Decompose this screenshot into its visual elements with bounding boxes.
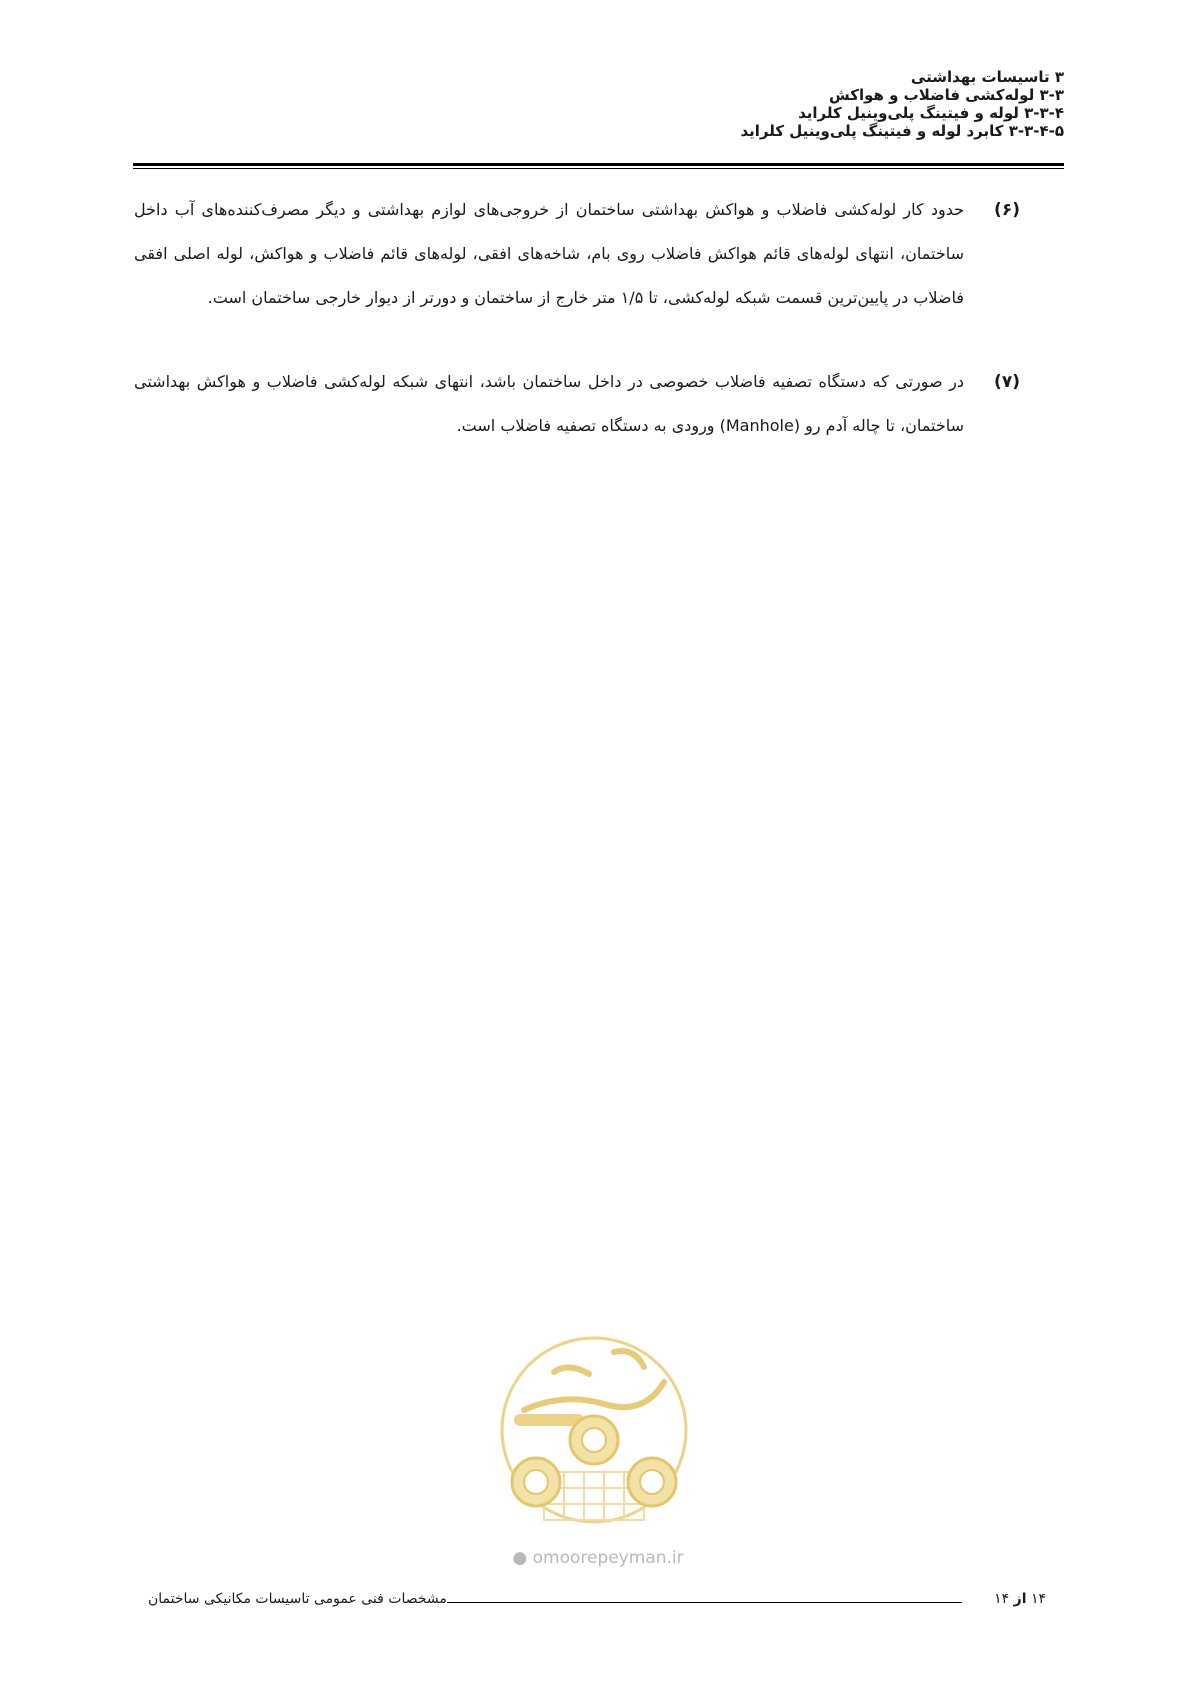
header-topic: ۳-۳-۴-۵ کابرد لوله و فیتینگ پلی‌وینیل کلراید <box>740 122 1064 140</box>
page-body <box>134 188 1020 488</box>
page-number <box>994 1588 1046 1610</box>
paragraph-text: حدود کار لوله‌کشی فاضلاب و هواکش بهداشتی ساختمان از خروجی‌های لوازم بهداشتی و دیگر مصرف‌کننده‌های آب داخل ساختمان، انتهای لوله‌های قائم هواکش فاضلاب روی بام، شاخه‌های افقی، لوله‌های قائم فاضلاب و هواکش، لوله اصلی افقی فاضلاب در پایین‌ترین قسمت شبکه لوله‌کشی، تا ۱/۵ متر خارج از ساختمان و دورتر از دیوار خارجی ساختمان است. <box>134 200 964 307</box>
omoorepeyman-logo-watermark <box>494 1322 694 1552</box>
paragraph-number: (۷) <box>994 372 1020 392</box>
page-footer <box>148 1588 1046 1618</box>
globe-icon: ● <box>512 1548 528 1568</box>
header-divider <box>133 163 1064 169</box>
paragraph-6 <box>134 188 1020 320</box>
page-header <box>124 68 1064 140</box>
footer-document-title: مشخصات فنی عمومی تاسیسات مکانیکی ساختمان <box>148 1591 447 1607</box>
footer-divider <box>447 1602 962 1603</box>
paragraph-text: در صورتی که دستگاه تصفیه فاضلاب خصوصی در داخل ساختمان باشد، انتهای شبکه لوله‌کشی فاضلاب و هواکش بهداشتی ساختمان، تا چاله آدم رو (Manhole) ورودی به دستگاه تصفیه فاضلاب است. <box>134 372 964 435</box>
header-subsection: ۳-۳-۴ لوله و فیتینگ پلی‌وینیل کلراید <box>798 104 1064 122</box>
paragraph-number: (۶) <box>994 200 1020 220</box>
page-of-label: از <box>1013 1591 1027 1607</box>
header-section: ۳-۳ لوله‌کشی فاضلاب و هواکش <box>829 86 1064 104</box>
logo-url: omoorepeyman.ir <box>532 1548 684 1568</box>
page-current: ۱۴ <box>1030 1591 1046 1607</box>
header-chapter: ۳ تاسیسات بهداشتی <box>910 68 1064 86</box>
paragraph-7 <box>134 360 1020 448</box>
logo-website-text <box>498 1548 698 1568</box>
page-total: ۱۴ <box>994 1591 1010 1607</box>
